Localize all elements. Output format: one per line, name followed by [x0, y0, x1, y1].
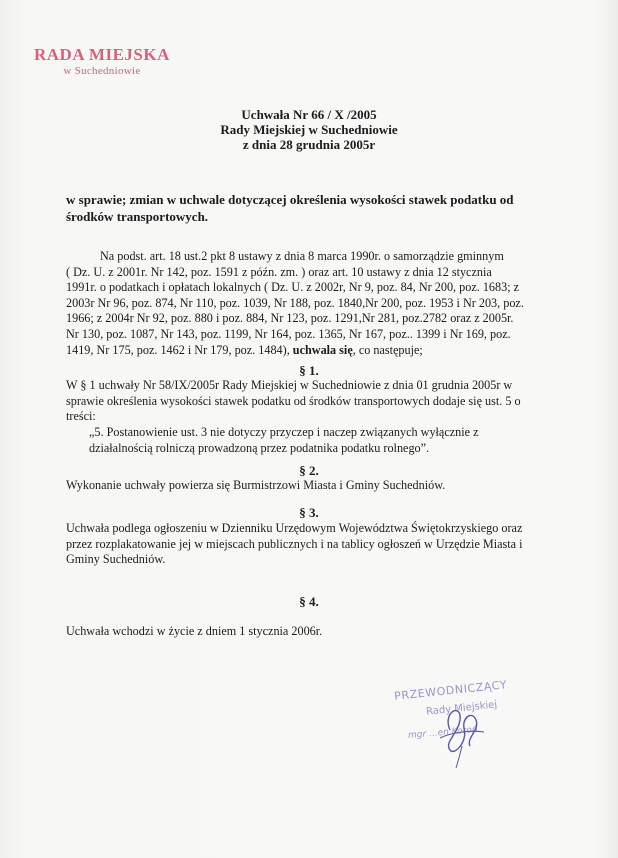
preamble-line: 1991r. o podatkach i opłatach lokalnych ( Dz. U. z 2002r, Nr 9, poz. 84, Nr 200, poz. 1683; z — [66, 280, 520, 295]
section-1-quote: „5. Postanowienie ust. 3 nie dotyczy przyczep i naczep związanych wyłącznie z działalnością rolniczą prowadzoną przez podatnika podatku rolnego”. — [89, 425, 479, 455]
section-3-text: Uchwała podlega ogłoszeniu w Dzienniku Urzędowym Województwa Świętokrzyskiego oraz przez rozplakatowanie jej w miejscach publicznych i na tablicy ogłoszeń w Urzędzie Miasta i Gminy Suchedniów. — [66, 521, 523, 567]
resolves-phrase: uchwala się — [292, 342, 353, 357]
resolution-subject — [66, 191, 526, 225]
subject-line2: środków transportowych. — [66, 209, 209, 224]
section-4-heading: § 4. — [299, 594, 319, 609]
chairman-stamp-line3: mgr ...en Koroń — [407, 724, 479, 742]
handwritten-signature — [380, 672, 550, 772]
resolution-title — [0, 107, 618, 152]
section-3-heading: § 3. — [299, 505, 319, 520]
chairman-stamp-line1: PRZEWODNICZĄCY — [393, 678, 508, 703]
preamble-line: Nr 130, poz. 1087, Nr 143, poz. 1199, Nr 164, poz. 1365, Nr 167, poz.. 1399 i Nr 169, poz. — [66, 326, 511, 341]
council-stamp-line1: RADA MIEJSKA — [34, 45, 170, 64]
section-4-text: Uchwała wchodzi w życie z dniem 1 stycznia 2006r. — [66, 624, 323, 638]
section-2-heading: § 2. — [299, 463, 319, 478]
preamble-line: ( Dz. U. z 2001r. Nr 142, poz. 1591 z późn. zm. ) oraz art. 10 ustawy z dnia 12 stycznia — [66, 264, 492, 279]
title-line3: z dnia 28 grudnia 2005r — [242, 137, 376, 152]
section-1-heading: § 1. — [299, 363, 319, 378]
chairman-stamp — [380, 672, 550, 772]
section-2-text: Wykonanie uchwały powierza się Burmistrzowi Miasta i Gminy Suchedniów. — [66, 478, 446, 492]
preamble-line: 1966; z 2004r Nr 92, poz. 880 i poz. 884, Nr 123, poz. 1291,Nr 281, poz.2782 oraz z 2005r. — [66, 311, 514, 326]
council-stamp-line2: w Suchedniowie — [63, 64, 141, 77]
section-1-text: W § 1 uchwały Nr 58/IX/2005r Rady Miejskiej w Suchedniowie z dnia 01 grudnia 2005r w sprawie określenia wysokości stawek podatku od środków transportowych dodaje się ust. 5 o treści: — [66, 378, 521, 424]
title-line1: Uchwała Nr 66 / X /2005 — [241, 107, 377, 122]
chairman-stamp-line2: Rady Miejskiej — [425, 699, 498, 718]
legal-basis-paragraph — [66, 249, 550, 358]
preamble-line: 2003r Nr 96, poz. 874, Nr 110, poz. 1039, Nr 188, poz. 1840,Nr 200, poz. 1953 i Nr 203, poz. — [66, 295, 524, 310]
preamble-last-line: 1419, Nr 175, poz. 1462 i Nr 179, poz. 1484), uchwala się, co następuje; — [66, 342, 423, 357]
preamble-line: Na podst. art. 18 ust.2 pkt 8 ustawy z dnia 8 marca 1990r. o samorządzie gminnym — [100, 249, 504, 263]
council-stamp — [34, 46, 170, 77]
title-line2: Rady Miejskiej w Suchedniowie — [220, 122, 398, 137]
subject-line1: w sprawie; zmian w uchwale dotyczącej określenia wysokości stawek podatku od — [66, 192, 514, 207]
